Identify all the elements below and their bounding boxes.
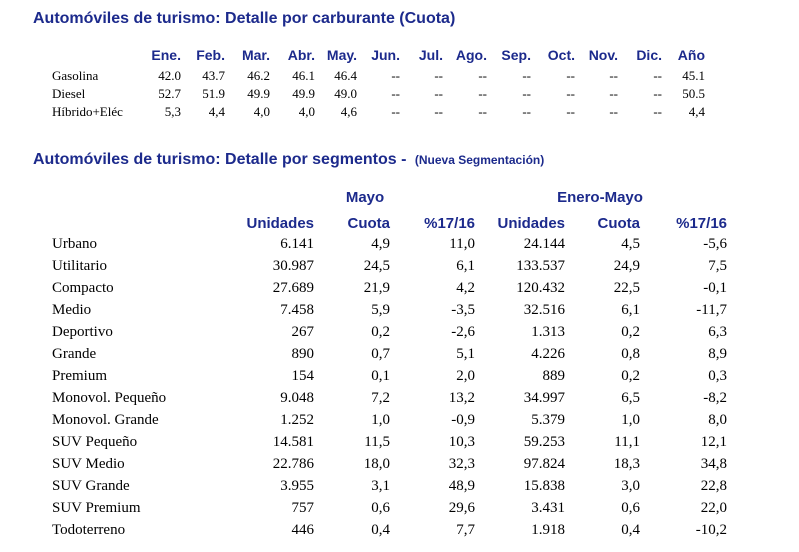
segment-row-label: SUV Grande xyxy=(52,478,130,494)
segment-cell: 1,0 xyxy=(621,412,640,428)
segment-cell: 22,8 xyxy=(700,478,727,494)
month-header: May. xyxy=(326,47,357,63)
segment-cell: 0,2 xyxy=(371,324,390,340)
segment-cell: -2,6 xyxy=(451,324,475,340)
segment-cell: 12,1 xyxy=(700,434,727,450)
segment-cell: 1,0 xyxy=(371,412,390,428)
segment-row-label: Compacto xyxy=(52,280,114,296)
segment-title-text: Automóviles de turismo: Detalle por segmentos - xyxy=(33,151,407,168)
segment-cell: 0,4 xyxy=(621,522,640,538)
segment-cell: 22.786 xyxy=(272,456,314,472)
fuel-cell: 52.7 xyxy=(158,86,181,101)
segment-row-label: SUV Premium xyxy=(52,500,141,516)
fuel-row-label: Gasolina xyxy=(52,68,99,83)
month-header: Jun. xyxy=(371,47,400,63)
fuel-cell: -- xyxy=(434,86,443,101)
segment-cell: 30.987 xyxy=(272,258,314,274)
segment-cell: 8,0 xyxy=(708,412,727,428)
segment-row-label: Todoterreno xyxy=(52,522,126,538)
segment-cell: 14.581 xyxy=(272,434,314,450)
fuel-cell: -- xyxy=(566,86,575,101)
segment-cell: 3.955 xyxy=(280,478,314,494)
fuel-row-label: Híbrido+Eléc xyxy=(52,104,123,119)
segment-cell: 21,9 xyxy=(363,280,390,296)
fuel-cell: -- xyxy=(653,86,662,101)
segment-row-label: Utilitario xyxy=(52,258,107,274)
segment-cell: 7,5 xyxy=(708,258,727,274)
column-header: Unidades xyxy=(497,215,565,232)
segment-cell: 59.253 xyxy=(523,434,565,450)
segment-cell: 7,7 xyxy=(456,522,475,538)
segment-row-label: Medio xyxy=(52,302,92,318)
segment-cell: 13,2 xyxy=(448,390,475,406)
segment-cell: 24.144 xyxy=(523,236,565,252)
segment-cell: 889 xyxy=(542,368,565,384)
segment-row-label: Monovol. Pequeño xyxy=(52,390,167,406)
segment-cell: 0,6 xyxy=(371,500,390,516)
segment-row-label: Monovol. Grande xyxy=(52,412,159,428)
segment-cell: 8,9 xyxy=(708,346,727,362)
month-header: Año xyxy=(677,47,705,63)
month-header: Sep. xyxy=(501,47,531,63)
column-header: Cuota xyxy=(347,215,390,232)
segment-cell: 24,9 xyxy=(613,258,640,274)
segment-cell: 3,0 xyxy=(621,478,640,494)
segment-row-label: Grande xyxy=(52,346,97,362)
fuel-cell: 45.1 xyxy=(682,68,705,83)
fuel-cell: 49.9 xyxy=(247,86,270,101)
segment-row-label: Urbano xyxy=(52,236,97,252)
fuel-cell: 43.7 xyxy=(202,68,225,83)
column-header: %17/16 xyxy=(424,215,475,232)
segment-cell: 11,1 xyxy=(614,434,640,450)
segment-cell: 4.226 xyxy=(531,346,565,362)
segment-cell: 27.689 xyxy=(272,280,314,296)
fuel-cell: -- xyxy=(566,68,575,83)
fuel-cell: 5,3 xyxy=(164,104,181,119)
segment-cell: 4,9 xyxy=(371,236,390,252)
segment-cell: 120.432 xyxy=(516,280,565,296)
segment-cell: 22,0 xyxy=(700,500,727,516)
fuel-cell: -- xyxy=(434,104,443,119)
month-header: Ago. xyxy=(455,47,487,63)
group-header-mayo: Mayo xyxy=(345,189,385,206)
fuel-cell: 46.2 xyxy=(247,68,270,83)
segment-row-label: SUV Medio xyxy=(52,456,125,472)
segment-cell: 5.379 xyxy=(531,412,565,428)
segment-cell: 48,9 xyxy=(448,478,475,494)
segment-cell: 3.431 xyxy=(531,500,565,516)
segment-cell: 3,1 xyxy=(371,478,390,494)
segment-cell: 1.313 xyxy=(531,324,565,340)
column-header: Unidades xyxy=(246,215,314,232)
segment-cell: 24,5 xyxy=(363,258,390,274)
month-header: Jul. xyxy=(418,47,443,63)
fuel-cell: 42.0 xyxy=(158,68,181,83)
fuel-cell: -- xyxy=(434,68,443,83)
fuel-cell: -- xyxy=(653,68,662,83)
fuel-cell: -- xyxy=(609,86,618,101)
fuel-cell: -- xyxy=(653,104,662,119)
fuel-cell: 46.4 xyxy=(334,68,357,83)
fuel-cell: -- xyxy=(609,104,618,119)
segment-cell: 0,7 xyxy=(371,346,390,362)
segment-cell: -10,2 xyxy=(695,522,727,538)
segment-cell: 34.997 xyxy=(523,390,565,406)
month-header: Ene. xyxy=(151,47,181,63)
month-header: Abr. xyxy=(287,47,315,63)
fuel-cell: -- xyxy=(478,86,487,101)
fuel-cell: -- xyxy=(522,104,531,119)
fuel-cell: 50.5 xyxy=(682,86,705,101)
fuel-cell: -- xyxy=(609,68,618,83)
segment-cell: 0,3 xyxy=(708,368,727,384)
segment-cell: -8,2 xyxy=(703,390,727,406)
segment-row-label: Premium xyxy=(52,368,107,384)
month-header: Nov. xyxy=(588,47,618,63)
segment-cell: -5,6 xyxy=(703,236,727,252)
group-header-enero-mayo: Enero-Mayo xyxy=(557,189,643,206)
fuel-cell: -- xyxy=(391,68,400,83)
fuel-cell: -- xyxy=(478,68,487,83)
segment-cell: 11,5 xyxy=(364,434,390,450)
segment-cell: 0,4 xyxy=(371,522,390,538)
segment-cell: 32.516 xyxy=(523,302,565,318)
fuel-cell: -- xyxy=(566,104,575,119)
segment-cell: 11,0 xyxy=(449,236,475,252)
segment-cell: 0,2 xyxy=(621,324,640,340)
fuel-cell: -- xyxy=(522,86,531,101)
segment-cell: 5,1 xyxy=(456,346,475,362)
fuel-cell: 4,4 xyxy=(688,104,705,119)
segment-cell: 267 xyxy=(291,324,314,340)
fuel-cell: -- xyxy=(391,86,400,101)
segment-cell: 4,5 xyxy=(621,236,640,252)
fuel-cell: 46.1 xyxy=(292,68,315,83)
fuel-cell: 4,0 xyxy=(253,104,270,119)
segment-subtitle: (Nueva Segmentación) xyxy=(414,153,545,167)
segment-cell: 1.252 xyxy=(280,412,314,428)
fuel-cell: 4,4 xyxy=(208,104,225,119)
segment-cell: 18,3 xyxy=(613,456,640,472)
segment-cell: 10,3 xyxy=(448,434,475,450)
segment-cell: 32,3 xyxy=(448,456,475,472)
segment-cell: 7,2 xyxy=(371,390,390,406)
segment-cell: 6,1 xyxy=(456,258,475,274)
fuel-cell: 4,0 xyxy=(298,104,315,119)
segment-cell: 757 xyxy=(291,500,314,516)
segment-cell: 29,6 xyxy=(448,500,475,516)
segment-row-label: SUV Pequeño xyxy=(52,434,138,450)
segment-cell: 22,5 xyxy=(613,280,640,296)
segment-cell: -3,5 xyxy=(451,302,475,318)
segment-cell: 7.458 xyxy=(280,302,314,318)
segment-cell: 5,9 xyxy=(371,302,390,318)
segment-cell: 34,8 xyxy=(700,456,727,472)
month-header: Dic. xyxy=(636,47,662,63)
segment-cell: 154 xyxy=(291,368,314,384)
segment-cell: -11,7 xyxy=(696,302,727,318)
segment-cell: 15.838 xyxy=(523,478,565,494)
segment-cell: 890 xyxy=(291,346,314,362)
segment-cell: 6,1 xyxy=(621,302,640,318)
segment-row-label: Deportivo xyxy=(52,324,113,340)
segment-cell: 6.141 xyxy=(280,236,314,252)
fuel-cell: 49.9 xyxy=(292,86,315,101)
segment-cell: 2,0 xyxy=(456,368,475,384)
segment-cell: 133.537 xyxy=(516,258,565,274)
segment-cell: 0,6 xyxy=(621,500,640,516)
month-header: Oct. xyxy=(547,47,575,63)
segment-cell: 6,5 xyxy=(621,390,640,406)
segment-cell: -0,9 xyxy=(451,412,475,428)
segment-cell: 97.824 xyxy=(523,456,565,472)
month-header: Mar. xyxy=(241,47,270,63)
fuel-cell: 49.0 xyxy=(334,86,357,101)
fuel-cell: -- xyxy=(478,104,487,119)
month-header: Feb. xyxy=(196,47,225,63)
fuel-cell: -- xyxy=(391,104,400,119)
segment-cell: 1.918 xyxy=(531,522,565,538)
segment-cell: 0,1 xyxy=(371,368,390,384)
fuel-table-title: Automóviles de turismo: Detalle por carburante (Cuota) xyxy=(33,10,456,27)
fuel-cell: 4,6 xyxy=(340,104,357,119)
segment-cell: 18,0 xyxy=(363,456,390,472)
segment-cell: -0,1 xyxy=(703,280,727,296)
column-header: Cuota xyxy=(597,215,640,232)
column-header: %17/16 xyxy=(676,215,727,232)
segment-cell: 6,3 xyxy=(708,324,727,340)
fuel-row-label: Diesel xyxy=(52,86,86,101)
segment-cell: 0,2 xyxy=(621,368,640,384)
fuel-cell: -- xyxy=(522,68,531,83)
segment-cell: 4,2 xyxy=(456,280,475,296)
segment-cell: 0,8 xyxy=(621,346,640,362)
segment-table-title xyxy=(33,151,544,169)
segment-cell: 9.048 xyxy=(280,390,314,406)
fuel-cell: 51.9 xyxy=(202,86,225,101)
segment-cell: 446 xyxy=(291,522,314,538)
